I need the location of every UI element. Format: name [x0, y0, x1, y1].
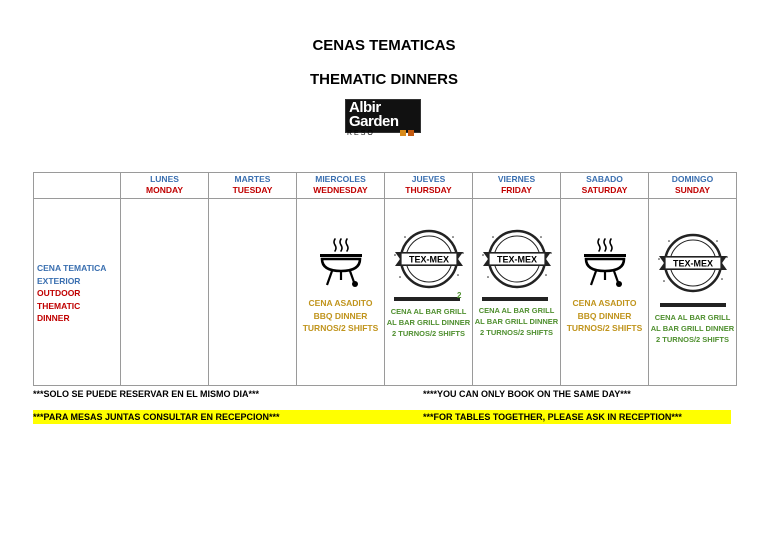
- thursday-cell: [385, 199, 473, 386]
- table-header-row: [34, 173, 737, 199]
- tex-mex-badge-icon: [649, 229, 736, 304]
- tex-mex-text: [385, 306, 472, 339]
- tex-mex-line: CENA AL BAR GRILL: [478, 306, 555, 315]
- tex-mex-line: 2 TURNOS/2 SHIFTS: [656, 335, 729, 344]
- row-label: [37, 262, 106, 325]
- tables-note-es-text: ***PARA MESAS JUNTAS CONSULTAR EN RECEPCION***: [33, 412, 280, 422]
- saturday-cell: [561, 199, 649, 386]
- day-name-es: LUNES: [150, 174, 179, 184]
- logo-text-albir: Albir: [349, 99, 381, 116]
- header-tuesday: [209, 173, 297, 199]
- day-name-en: MONDAY: [146, 185, 183, 195]
- tex-mex-badge-icon: [473, 225, 560, 300]
- header-wednesday: [297, 173, 385, 199]
- bbq-line: BBQ DINNER: [313, 310, 368, 321]
- header-sunday: [649, 173, 737, 199]
- dark-bar: [482, 297, 548, 301]
- tables-note-es: [33, 410, 413, 424]
- header-thursday: [385, 173, 473, 199]
- row-label-es-line: CENA TEMATICA: [37, 263, 107, 273]
- tex-mex-line: AL BAR GRILL DINNER: [386, 318, 471, 327]
- grill-icon: [561, 236, 648, 293]
- header-friday: [473, 173, 561, 199]
- tex-mex-line: CENA AL BAR GRILL: [654, 313, 731, 322]
- dark-bar: [660, 303, 726, 307]
- row-label-en-line: THEMATIC: [37, 300, 81, 311]
- bar-number: 2: [457, 291, 462, 300]
- same-day-note-es: ***SOLO SE PUEDE RESERVAR EN EL MISMO DIA***: [33, 389, 260, 399]
- page-title-english: THEMATIC DINNERS: [309, 71, 459, 88]
- badge-text: TEX-MEX: [672, 258, 714, 269]
- header-monday: [121, 173, 209, 199]
- day-name-en: THURSDAY: [405, 185, 452, 195]
- resort-logo: [345, 99, 421, 139]
- day-name-es: MIERCOLES: [315, 174, 366, 184]
- grill-icon: [297, 236, 384, 293]
- day-name-es: VIERNES: [497, 174, 536, 184]
- tuesday-cell: [209, 199, 297, 386]
- same-day-note-en: ****YOU CAN ONLY BOOK ON THE SAME DAY***: [423, 389, 631, 399]
- day-name-es: JUEVES: [411, 174, 446, 184]
- bbq-text: [561, 297, 648, 335]
- logo-text-garden: Garden: [349, 113, 399, 130]
- header-empty-cell: [34, 173, 121, 199]
- tex-mex-badge-icon: [385, 225, 472, 300]
- row-label-en-line: OUTDOOR: [37, 288, 81, 298]
- day-name-es: SABADO: [586, 174, 623, 184]
- bbq-line: CENA ASADITO: [308, 298, 373, 308]
- monday-cell: [121, 199, 209, 386]
- table-row: [34, 199, 737, 386]
- tex-mex-line: AL BAR GRILL DINNER: [650, 324, 735, 333]
- tex-mex-text: [649, 312, 736, 345]
- dark-bar: [394, 297, 460, 301]
- day-name-en: SATURDAY: [581, 185, 628, 195]
- day-name-es: DOMINGO: [671, 174, 714, 184]
- logo-square-icon: [408, 130, 414, 136]
- sunday-cell: [649, 199, 737, 386]
- tex-mex-line: 2 TURNOS/2 SHIFTS: [392, 329, 465, 338]
- tables-note-en: [413, 410, 731, 424]
- logo-square-icon: [400, 130, 406, 136]
- row-label-cell: [34, 199, 121, 386]
- logo-text-resort: RESO: [347, 130, 375, 137]
- schedule-table: [33, 172, 737, 386]
- day-name-en: SUNDAY: [674, 185, 711, 195]
- wednesday-cell: [297, 199, 385, 386]
- bbq-text: [297, 297, 384, 335]
- tex-mex-line: AL BAR GRILL DINNER: [474, 317, 559, 326]
- header-saturday: [561, 173, 649, 199]
- day-name-es: MARTES: [234, 174, 271, 184]
- row-label-en-line: DINNER: [37, 313, 70, 323]
- badge-text: TEX-MEX: [408, 254, 450, 265]
- tex-mex-line: CENA AL BAR GRILL: [390, 307, 467, 316]
- bbq-line: CENA ASADITO: [572, 298, 637, 308]
- friday-cell: [473, 199, 561, 386]
- tex-mex-text: [473, 305, 560, 338]
- day-name-en: WEDNESDAY: [313, 185, 368, 195]
- row-label-es-line: EXTERIOR: [37, 275, 81, 286]
- tex-mex-line: 2 TURNOS/2 SHIFTS: [480, 328, 553, 337]
- day-name-en: TUESDAY: [232, 185, 273, 195]
- bbq-line: TURNOS/2 SHIFTS: [302, 323, 379, 333]
- day-name-en: FRIDAY: [501, 185, 532, 195]
- badge-text: TEX-MEX: [496, 254, 538, 265]
- bbq-line: TURNOS/2 SHIFTS: [566, 323, 643, 333]
- page-title-spanish: CENAS TEMATICAS: [312, 37, 456, 54]
- tables-note-en-text: ***FOR TABLES TOGETHER, PLEASE ASK IN RECEPTION***: [423, 412, 682, 422]
- bbq-line: BBQ DINNER: [577, 310, 632, 321]
